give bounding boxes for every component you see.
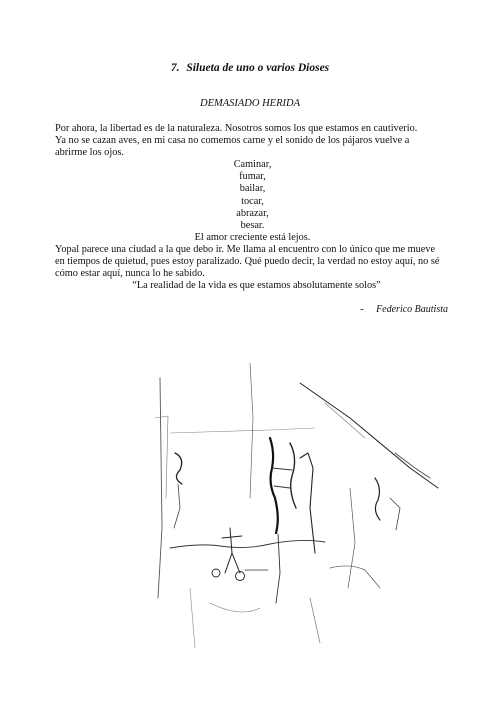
paragraph-line: en tiempos de quietud, pues estoy paralizado. Qué puedo decir, la verdad no estoy aquí, no sé: [55, 256, 440, 268]
signature-dash: -: [360, 304, 364, 315]
ink-sketch-illustration: [150, 358, 440, 658]
paragraph-line: abrirme los ojos.: [55, 147, 124, 159]
paragraph-line: Por ahora, la libertad es de la naturaleza. Nosotros somos los que estamos en cautiverio.: [55, 123, 418, 134]
paragraph-line: cómo estar aquí, nunca lo he sabido.: [55, 268, 205, 280]
section-heading: [0, 62, 500, 74]
poem-title: DEMASIADO HERIDA: [199, 98, 300, 109]
author-name: Federico Bautista: [376, 304, 448, 315]
section-title: Silueta de uno o varios Dioses: [186, 62, 330, 74]
paragraph-line: Ya no se cazan aves, en mi casa no comemos carne y el sonido de los pájaros vuelve a: [55, 135, 410, 147]
section-number: 7.: [170, 62, 180, 74]
verb-line: bailar,: [239, 183, 266, 195]
poem-body: [55, 123, 450, 292]
verb-line: fumar,: [239, 171, 266, 183]
verb-line: besar.: [240, 219, 265, 231]
love-line: El amor creciente está lejos.: [194, 231, 311, 243]
verb-line: Caminar,: [233, 159, 272, 171]
verb-line: abrazar,: [236, 207, 269, 219]
closing-quote: “La realidad de la vida es que estamos absolutamente solos”: [132, 280, 381, 292]
author-signature: [360, 304, 448, 315]
verb-line: tocar,: [241, 195, 264, 207]
paragraph-line: Yopal parece una ciudad a la que debo ir. Me llama al encuentro con lo único que me mueve: [55, 243, 436, 255]
